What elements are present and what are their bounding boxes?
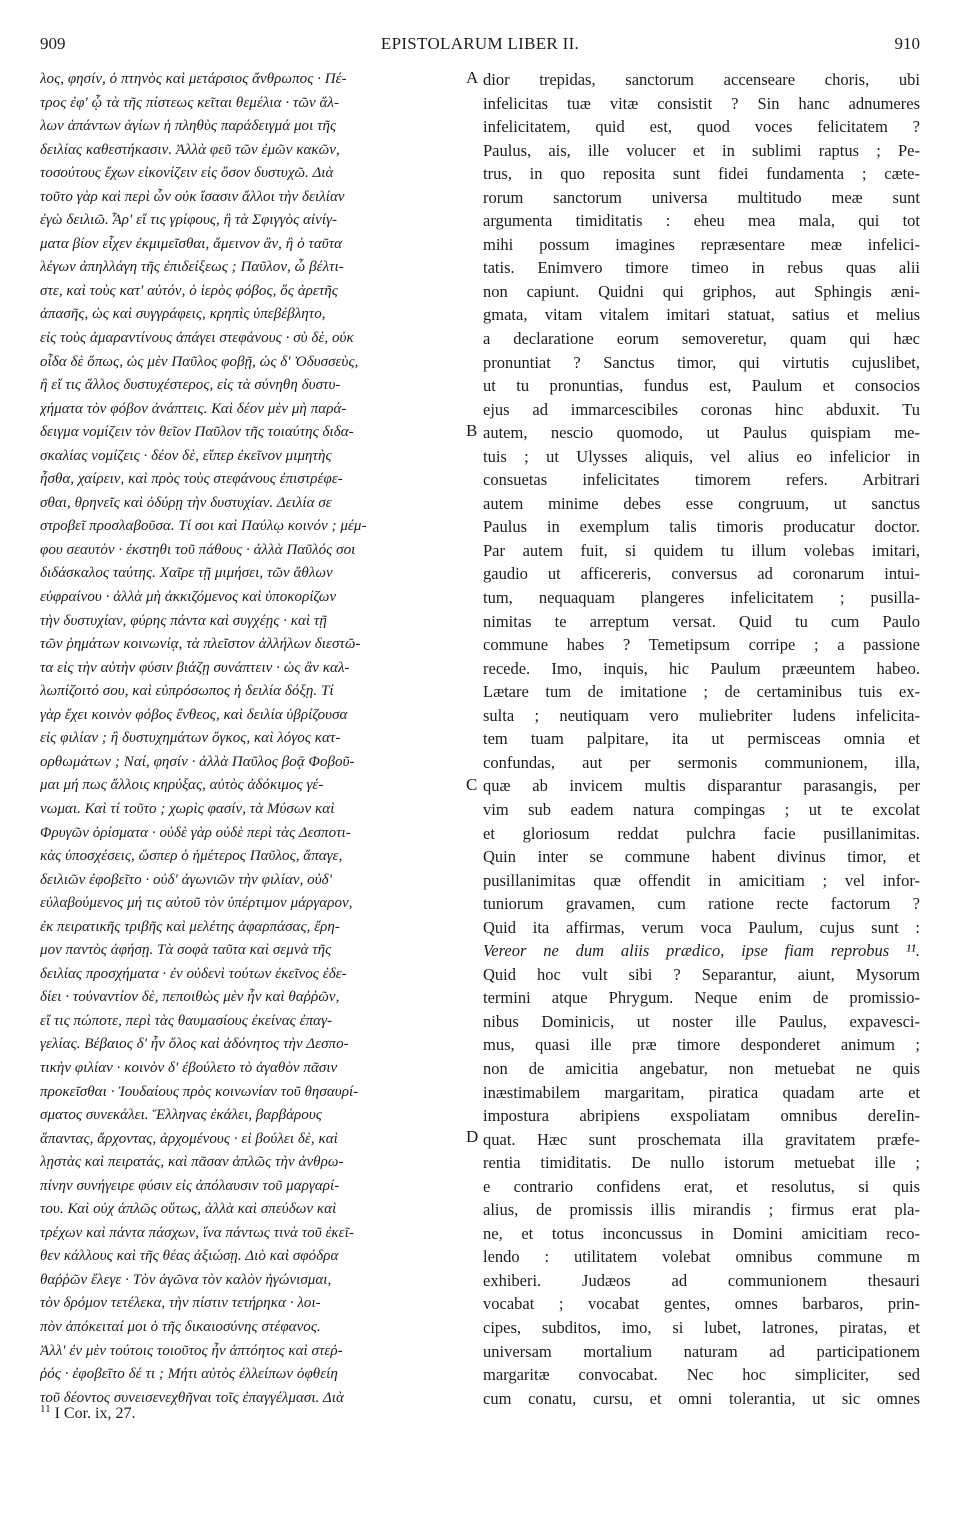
greek-text-line: ἐγὼ δειλιῶ. Ἆρ' εἴ τις γρίφους, ἢ τὰ Σφιγγὸς αἰνίγ- [40,212,338,229]
margin-letter-a: A [466,68,479,87]
latin-text-line: margaritæ convocabat. Nec hoc simpliciter, sed [483,1365,920,1385]
greek-text-line: πὸν ἀπόκειταί μοι ὁ τῆς δικαιοσύνης στέφανος. [40,1318,321,1335]
greek-text-line: ἢ εἴ τις ἄλλος δυστυχέστερος, εἰς τὰ σύνηθη δυστυ- [40,377,341,394]
greek-text-line: ἐκ πειρατικῆς τριβῆς καὶ μελέτης ἀφαρπάσας, ἔρη- [40,918,340,935]
margin-letter-c: C [466,775,478,794]
greek-text-line: θεν κάλλους καὶ τῆς θέας ἀξιώσῃ. Διὸ καὶ σφόδρα [40,1248,339,1265]
latin-text-line: rentia timiditatis. De nullo istorum metuebat ille ; [483,1153,920,1173]
greek-text-line: θαῤῥῶν ἔλεγε · Τὸν ἀγῶνα τὸν καλὸν ἠγώνισμαι, [40,1271,332,1288]
latin-text-line: impostura abripiens exspoliatam omnibus dereIin- [483,1106,920,1126]
latin-text-line: trus, in quo reposita sunt fidei fundamenta ; cæte- [483,164,920,184]
latin-text-line: exhiberi. Judæos ad communionem thesauri [483,1270,920,1290]
greek-text-line: λῃστὰς καὶ πειρατάς, καὶ πᾶσαν ἁπλῶς τὴν ἀνθρω- [40,1154,344,1171]
greek-text-line: τρος ἐφ' ᾧ τὰ τῆς πίστεως κεῖται θεμέλια · τῶν ἄλ- [40,94,340,111]
latin-text-line: tuniorum gravamen, cum ratione recte factorum ? [483,894,920,914]
latin-text-line: pronuntiat ? Sanctus timor, qui virtutis cujuslibet, [483,352,920,372]
greek-text-line: μαι μή πως ἄλλοις κηρύξας, αὐτὸς ἀδόκιμος γέ- [40,777,324,794]
greek-text-line: διδάσκαλος ταύτης. Χαῖρε τῇ μιμήσει, τῶν ἄθλων [40,565,333,582]
greek-text-line: λος, φησίν, ὁ πτηνὸς καὶ μετάρσιος ἄνθρωπος · Πέ- [40,71,347,87]
greek-text-line: δειλιῶν ἐφοβεῖτο · οὐδ' ἀγωνιῶν τὴν φιλίαν, οὐδ' [40,871,332,888]
greek-text-line: δειλίας προσχήματα · ἐν οὐδενὶ τούτων ἐκεῖνος ἐδε- [40,965,347,982]
latin-text-line: Paulus, ais, ille volucer et in sublimi raptus ; Pe- [483,140,920,160]
greek-text-line: σθαι, θρηνεῖς καὶ ὀδύρῃ τὴν δυστυχίαν. Δειλία σε [40,494,332,511]
greek-text-line: φου σεαυτὸν · ἐκστηθι τοῦ πάθους · ἀλλὰ Παῦλός σοι [40,541,356,558]
greek-text-line: τικὴν φιλίαν · κοινὸν δ' ἐβούλετο τὸ ἀγαθὸν πᾶσιν [40,1059,338,1076]
latin-text-line: infelicitatem, quid est, quod voces felicitatem ? [483,117,920,137]
greek-text-line: οἶδα δὲ ὅπως, ὡς μὲν Παῦλος φοβῇ, ὡς δ' Ὀδυσσεὺς, [40,353,359,370]
greek-text-line: τα εἰς τὴν αὐτὴν φύσιν βιάζῃ συνάπτειν · ὡς ἂν καλ- [40,659,350,676]
greek-text-line: τρέχων καὶ πάντα πάσχων, ἵνα πάντως τινὰ τοῦ ἐκεῖ- [40,1224,354,1241]
running-header [40,34,920,58]
greek-text-line: προκεῖσθαι · Ἰουδαίους πρὸς κοινωνίαν τοῦ θησαυρί- [40,1083,359,1100]
latin-text-line: Lætare tum de imitatione ; de certaminibus tuis ex- [483,682,920,702]
greek-text-line: κὰς ὑποσχέσεις, ὥσπερ ὁ ἡμέτερος Παῦλος, ἄπαγε, [40,848,343,865]
latin-text-line: dior trepidas, sanctorum accenseare choris, ubi [483,70,920,89]
latin-text-line: Par autem fuit, si quidem tu illum volebas imitari, [483,540,920,560]
greek-text-line: Ἀλλ' ἐν μὲν τούτοις τοιοῦτος ἦν ἀπτόητος καὶ στεῤ- [40,1342,343,1359]
greek-text-line: τὸν δρόμον τετέλεκα, τὴν πίστιν τετήρηκα · λοι- [40,1295,321,1312]
margin-letter-d: D [466,1127,479,1146]
latin-text-line: vim sub eadem natura compingas ; ut te excolat [483,799,920,819]
greek-text-line: ορθωμάτων ; Ναί, φησίν · ἀλλὰ Παῦλος βοᾷ Φοβοῦ- [40,753,355,770]
latin-text-line: gmata, vitam vitalem imitari statuat, satius et melius [483,305,920,325]
latin-text-line: cum conatu, cursu, et omni tolerantia, ut sic omnes [483,1388,920,1408]
greek-text-line: νωμαι. Καὶ τί τοῦτο ; χωρὶς φασίν, τὰ Μύσων καὶ [40,800,335,817]
page-number-left: 909 [40,34,66,53]
latin-text-line: alius, de promissis illis mirandis ; firmus erat pla- [483,1200,920,1220]
latin-text-line: tatis. Enimvero timore timeo in rebus quas alii [483,258,920,278]
greek-text-line: πίνην συνήγειρε φύσιν εἰς ἀπόλαυσιν τοῦ μαργαρί- [40,1177,340,1194]
latin-text-line: Quin inter se commune habent divinus timor, et [483,847,920,867]
latin-text-line: ut tu pronuntias, fundus est, Paulum et consocios [483,376,920,396]
latin-text-line: termini atque Phrygum. Neque enim de promissio- [483,988,920,1008]
greek-text-line: χήματα τὸν φόβον ἀνάπτεις. Καὶ δέον μὲν μὴ παρά- [40,400,347,417]
latin-text-line: cipes, subditos, imo, si lubet, latrones, piratas, et [483,1317,920,1337]
latin-text-line: Vereor ne dum aliis prædico, ipse fiam reprobus ¹¹. [483,941,920,961]
latin-text-line: quæ ab invicem multis disparantur parasangis, per [483,776,920,796]
latin-text-line: confundas, aut per sermonis communionem, illa, [483,752,920,772]
latin-text-line: et gloriosum reddat pulchra facie pusillanimitas. [483,823,920,843]
greek-text-line: εἰς φιλίαν ; ἢ δυστυχημάτων ὄγκος, καὶ λόγος κατ- [40,730,341,747]
greek-text-line: εὐφραίνου · ἀλλὰ μὴ ἀκκιζόμενος καὶ ὑποκορίζων [40,589,337,606]
greek-text-line: εἰς τοὺς ἀμαραντίνους ἀπάγει στεφάνους · σὺ δὲ, οὐκ [40,330,354,347]
greek-text-line: σματος συνεκάλει. Ἕλληνας ἐκάλει, βαρβάρους [40,1107,322,1124]
greek-text-line: στε, καὶ τοὺς κατ' αὐτόν, ὁ ἱερὸς φόβος, ὅς ἀρετῆς [40,282,338,299]
latin-text-line: pusillanimitas quæ offendit in amicitiam ; vel infor- [483,870,920,890]
latin-text-line: tem tuam palpitare, ita ut permisceas omnia et [483,729,920,749]
greek-text-line: ῥός · ἐφοβεῖτο δέ τι ; Μήτι αὐτὸς ἐλλείπων ὀφθείη [40,1366,338,1383]
latin-text-line: vocabat ; vocabat gentes, omnes barbaros, prin- [483,1294,920,1314]
latin-text-line: tuis ; ut Ulysses aliquis, vel alius eo infelicior in [483,446,920,466]
greek-text-line: ἦσθα, χαίρειν, καὶ πρὸς τοὺς στεφάνους ἐπιστρέφε- [40,471,343,488]
latin-text-line: a declaratione eorum semoveretur, quam qui hæc [483,329,920,349]
greek-text-line: τὴν δυστυχίαν, φύρης πάντα καὶ συγχέῃς · καὶ τῇ [40,612,327,629]
page-number-right: 910 [894,34,920,53]
footnote-text: I Cor. ix, 27. [54,1405,136,1422]
footnote [40,1403,135,1423]
latin-text-line: sulta ; neutiquam vero muliebriter ludens infelicita- [483,705,920,725]
greek-text-line: εὐλαβούμενος μή τις αὐτοῦ τὸν ὑπέρτιμον μάργαρον, [40,895,353,912]
greek-text-line: Φρυγῶν ὁρίσματα · οὐδὲ γὰρ οὐδὲ περὶ τὰς Δεσποτι- [40,824,351,841]
latin-text-line: nibus Dominicis, ut noster ille Paulus, expavesci- [483,1011,920,1031]
latin-text-line: quat. Hæc sunt proschemata illa gravitatem præfe- [483,1129,920,1149]
latin-text-line: nimitas te arreptum versat. Quid tu cum Paulo [483,611,920,631]
greek-text-line: γελίας. Βέβαιος δ' ἦν ὅλος καὶ ἀδόνητος τὴν Δεσπο- [40,1036,349,1053]
greek-text-line: λων ἁπάντων ἁγίων ἡ πληθὺς παράδειγμά μοι τῆς [40,118,337,135]
latin-column [483,68,920,1410]
greek-text-line: γὰρ ἔχει κοινὸν φόβος ἔνθεος, καὶ δειλία ὑβρίζουσα [40,706,348,723]
latin-text-line: Paulus in exemplum talis timoris producatur doctor. [483,517,920,537]
greek-column [40,68,460,1410]
greek-text-line: ἁπασῆς, ὡς καὶ συγγράφεις, κρηπὶς ὑπεβέβλητο, [40,306,326,323]
greek-text-line: τοῦ δέοντος συνεισενεχθῆναι τοῖς ἐπαγγέλμασι. Διὰ [40,1389,344,1406]
latin-text-line: recede. Imo, inquis, hic Paulum præeuntem habeo. [483,658,920,678]
latin-text-line: non de amicitia angebatur, non metuebat ne quis [483,1058,920,1078]
greek-text-line: λωπίζοιτό σου, καὶ εὐπρόσωπος ἡ δειλία δόξῃ. Τί [40,683,334,700]
greek-text-line: μον παντὸς ἀφήσῃ. Τὰ σοφὰ ταῦτα καὶ σεμνὰ τῆς [40,942,332,959]
greek-text-line: τῶν ῥημάτων κοινωνίᾳ, τὰ πλεῖστον ἀλλήλων διεστῶ- [40,636,361,653]
running-title: EPISTOLARUM LIBER II. [380,34,580,53]
latin-text-line: autem minime debes esse congruum, ut sanctus [483,493,920,513]
latin-text-line: mus, quasi ille præ timore desponderet animum ; [483,1035,920,1055]
greek-text-line: στροβεῖ προσλαβοῦσα. Τί σοι καὶ Παύλῳ κοινόν ; μέμ- [40,518,367,535]
greek-text-line: σκαλίας νομίζεις · δέον δὲ, εἴπερ ἐκεῖνον μιμητὴς [40,447,332,464]
greek-text-line: ἅπαντας, ἄρχοντας, ἀρχομένους · εἰ βούλει δὲ, καὶ [40,1130,338,1147]
greek-text-line: λέγων ἀπηλλάγη τῆς ἐπιδείξεως ; Παῦλον, ὦ βέλτι- [40,259,344,276]
greek-text-line: του. Καὶ οὐχ ἁπλῶς οὕτως, ἀλλὰ καὶ σπεύδων καὶ [40,1201,337,1218]
latin-text-line: gaudio ut afficereris, conversus ad coronarum intui- [483,564,920,584]
greek-text-line: δειλίας καθεστήκασιν. Ἀλλὰ φεῦ τῶν ἐμῶν κακῶν, [40,141,340,158]
latin-text-line: universam mortalium naturam ad participationem [483,1341,920,1361]
latin-text-line: Quid hoc vult sibi ? Separantur, aiunt, Mysorum [483,964,920,984]
latin-text-line: ejus ad immarcescibiles coronas hinc abduxit. Tu [483,399,920,419]
greek-text-line: δειγμα νομίζειν τὸν θεῖον Παῦλον τῆς τοιαύτης διδα- [40,424,354,441]
latin-text-line: e contrario confidens erat, et resolutus, si quis [483,1176,920,1196]
latin-text-line: commune habes ? Temetipsum corripe ; a passione [483,635,920,655]
latin-text-line: mihi possum imagines repræsentare meæ infelici- [483,234,920,254]
latin-text-line: ne, et totus inconcussus in Domini amicitiam reco- [483,1223,920,1243]
greek-text-line: ματα βίον εἶχεν ἐκμιμεῖσθαι, ἄμεινον ἂν, ἢ ὁ ταῦτα [40,235,343,252]
margin-letter-b: B [466,421,478,440]
latin-text-line: inæstimabilem margaritam, piratica quadam arte et [483,1082,920,1102]
latin-text-line: rorum sanctorum universa multitudo meæ sunt [483,187,920,207]
greek-text-line: τοσούτους ἔχων εἰκονίζειν εἰς ὅσον δυστυχῶ. Διὰ [40,165,334,182]
greek-text-line: δίει · τοὐναντίον δὲ, πεποιθὼς μὲν ἦν καὶ θαῤῥῶν, [40,989,340,1006]
latin-text-line: consuetas infelicitates timorem refers. Arbitrari [483,470,920,490]
latin-text-line: autem, nescio quomodo, ut Paulus quispiam me- [483,423,920,443]
greek-text-line: εἴ τις πώποτε, περὶ τὰς θαυμασίους ἐκείνας ἐπαγ- [40,1012,333,1029]
latin-text-line: argumenta timiditatis : eheu mea mala, qui tot [483,211,920,231]
latin-text-line: lendo : utilitatem volebat omnibus commune m [483,1247,920,1267]
latin-text-line: non capiunt. Quidni qui griphos, aut Sphingis æni- [483,281,920,301]
latin-text-line: Quid ita affirmas, verum voca Paulum, cujus sunt : [483,917,920,937]
greek-text-line: τοῦτο γὰρ καὶ περὶ ὧν οὐκ ἴσασιν ἄλλοι τὴν δειλίαν [40,188,345,205]
latin-text-line: tum, nequaquam plangeres infelicitatem ; pusilla- [483,588,920,608]
latin-text-line: infelicitas tuæ vitæ consistit ? Sin hanc adnumeres [483,93,920,113]
footnote-mark: 11 [40,1403,51,1415]
